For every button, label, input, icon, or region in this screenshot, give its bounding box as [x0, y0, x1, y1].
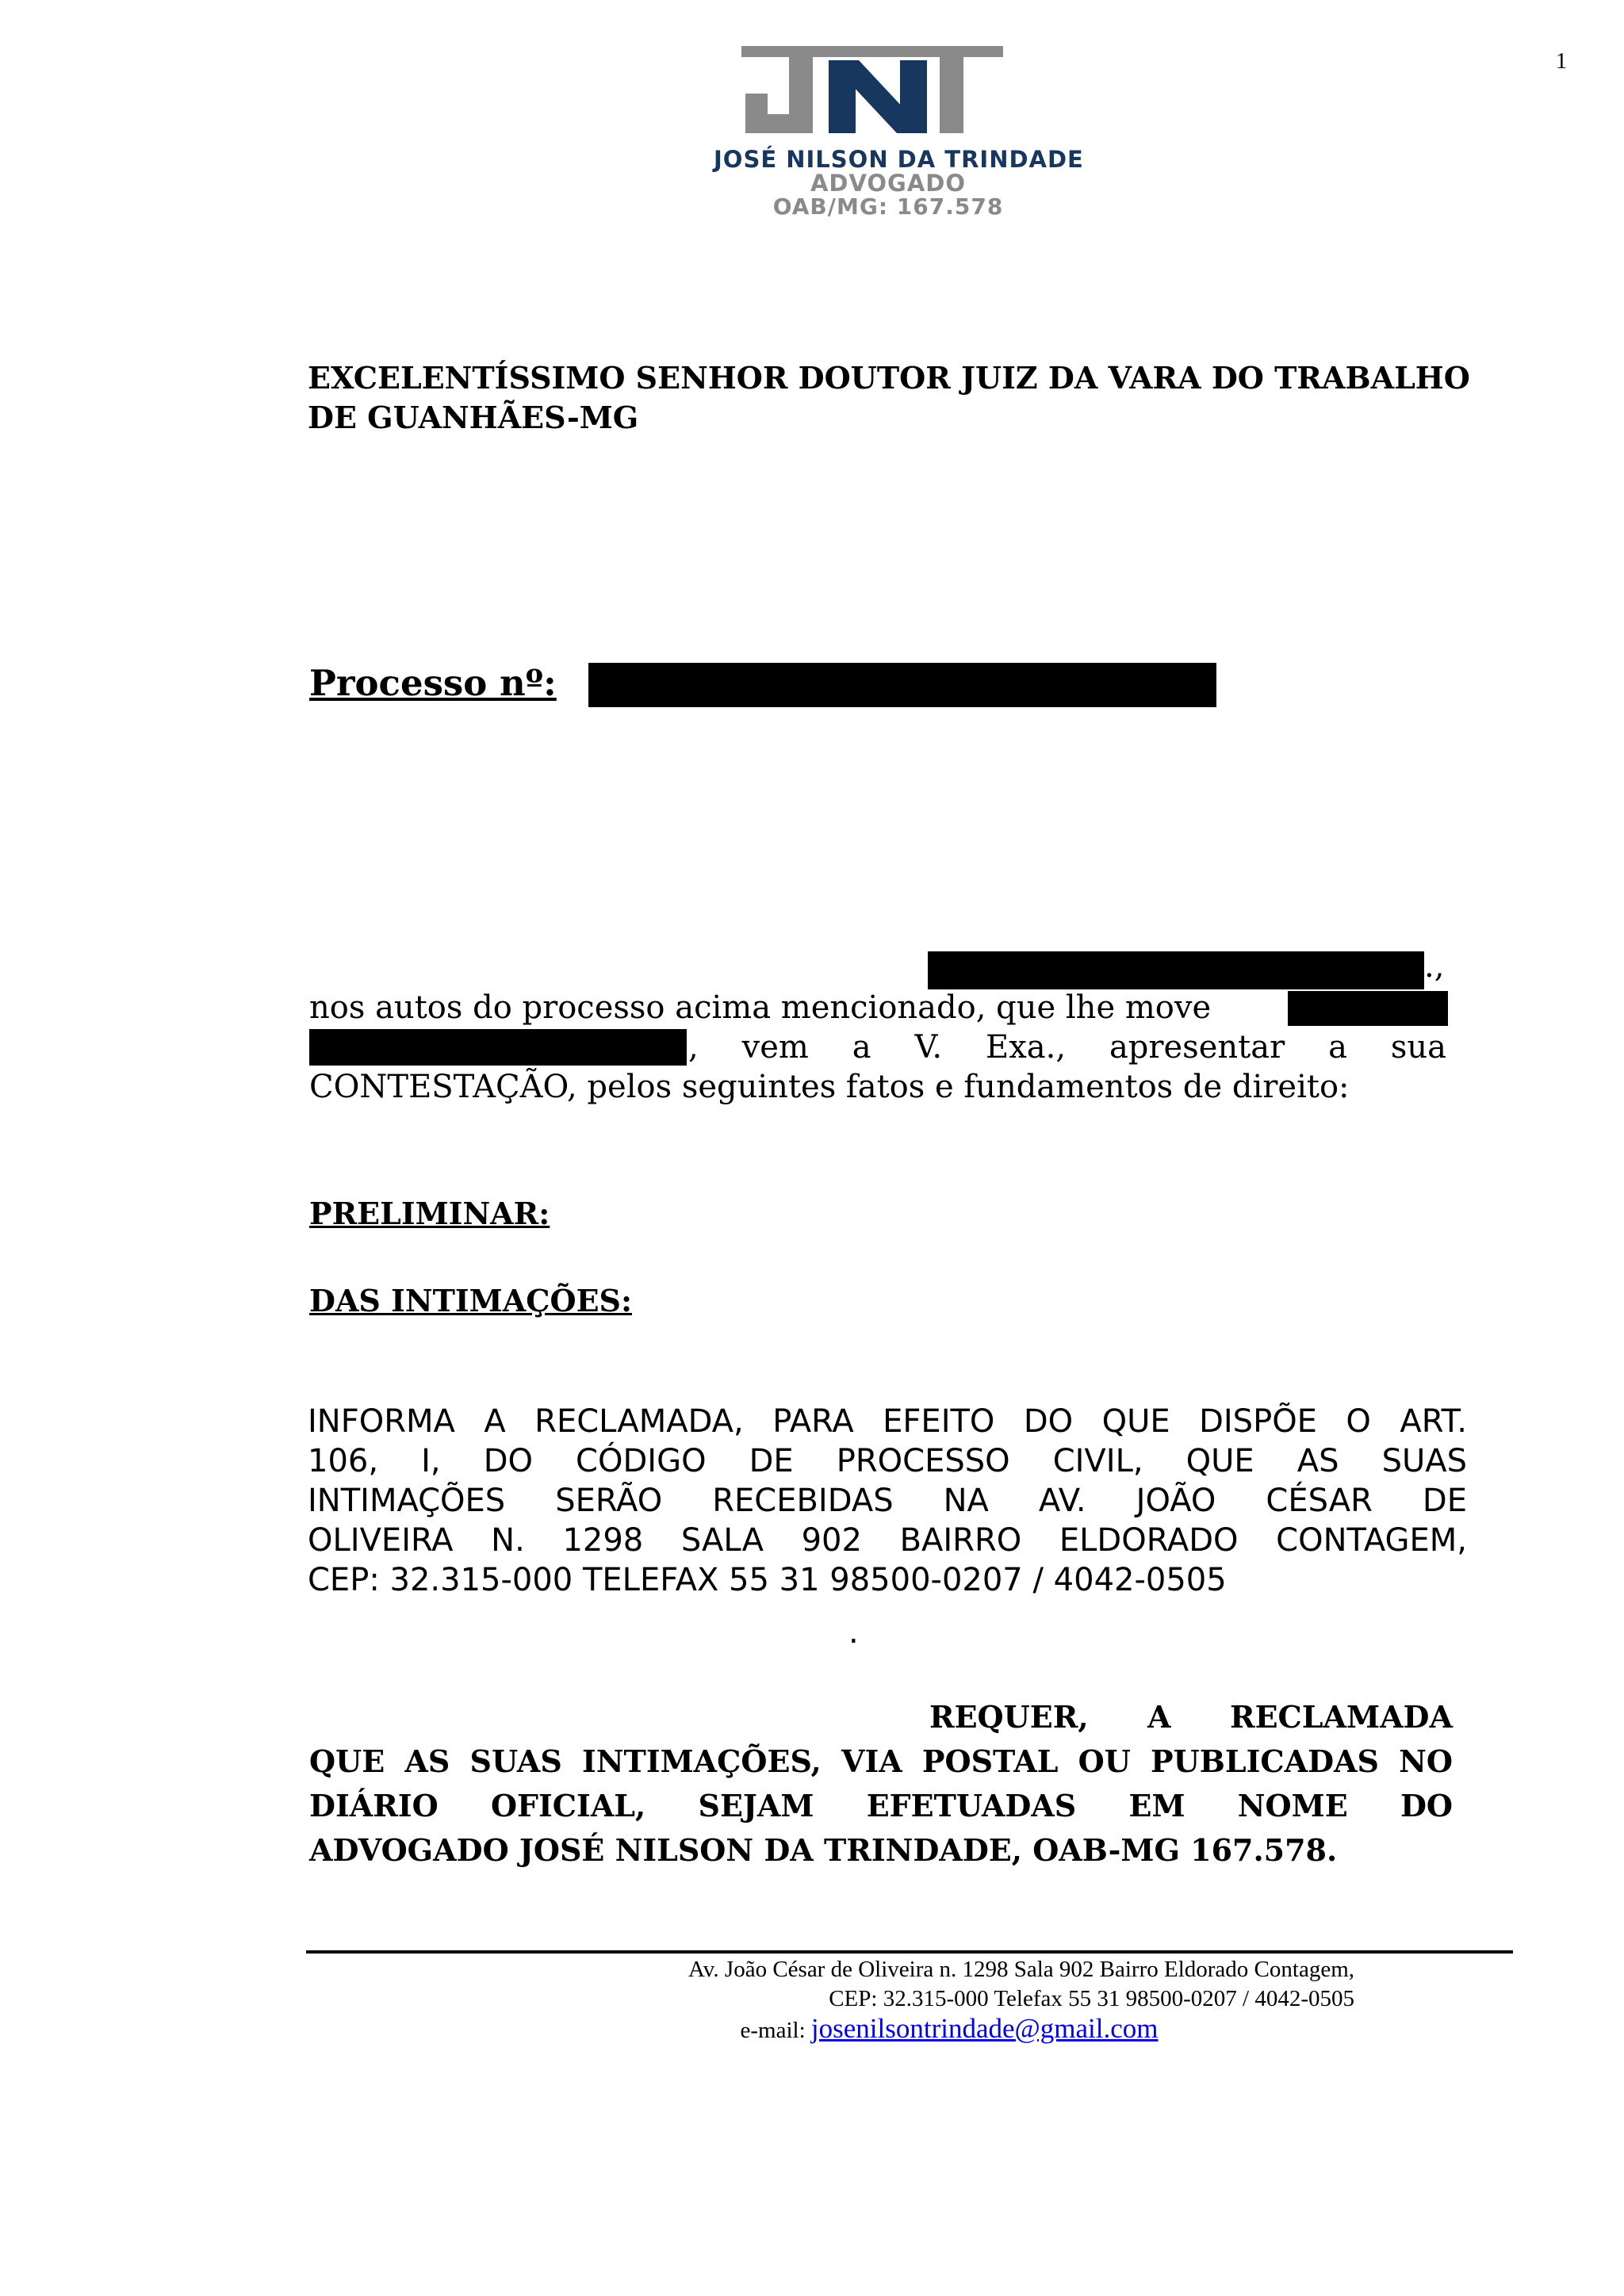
- process-number: [309, 660, 557, 707]
- request-line-4: ADVOGADO JOSÉ NILSON DA TRINDADE, OAB-MG 167.578.: [309, 1832, 1338, 1868]
- section-preliminar: PRELIMINAR:: [309, 1196, 550, 1231]
- info-line-1: INFORMA A RECLAMADA, PARA EFEITO DO QUE DISPÕE O ART.: [308, 1403, 1467, 1440]
- info-line-3: INTIMAÇÕES SERÃO RECEBIDAS NA AV. JOÃO CÉSAR DE: [308, 1483, 1467, 1519]
- law-firm-logo: [714, 46, 1084, 228]
- jnt-monogram-icon: [741, 46, 1003, 147]
- logo-oab-number: OAB/MG: 167.578: [772, 193, 1004, 220]
- process-number-label: Processo nº:: [309, 662, 557, 704]
- footer-email-label: e-mail:: [740, 2018, 806, 2043]
- intro-line-4-text: CONTESTAÇÃO, pelos seguintes fatos e fundamentos de direito:: [309, 1069, 1350, 1105]
- request-line-2: QUE AS SUAS INTIMAÇÕES, VIA POSTAL OU PUBLICADAS NO: [309, 1743, 1453, 1779]
- heading-line-2: DE GUANHÃES-MG: [308, 400, 639, 435]
- addressee-heading: [308, 358, 1481, 438]
- intro-line-2: [309, 988, 1285, 1027]
- info-line-4: OLIVEIRA N. 1298 SALA 902 BAIRRO ELDORADO CONTAGEM,: [308, 1522, 1467, 1559]
- intro-line-2-text: nos autos do processo acima mencionado, que lhe move: [309, 989, 1212, 1026]
- request-line-3: DIÁRIO OFICIAL, SEJAM EFETUADAS EM NOME DO: [309, 1788, 1453, 1823]
- intro-line-3: [688, 1027, 1446, 1067]
- request-paragraph: [309, 1695, 1453, 1873]
- intro-suffix-text: .,: [1424, 948, 1445, 985]
- footer-address: Av. João César de Oliveira n. 1298 Sala 902 Bairro Eldorado Contagem,: [688, 1957, 1354, 1982]
- stray-dot: .: [848, 1614, 859, 1651]
- footer-divider: [306, 1950, 1513, 1954]
- section-intimacoes: DAS INTIMAÇÕES:: [309, 1283, 632, 1318]
- intro-line-1-suffix: [1424, 947, 1472, 986]
- footer-contact: CEP: 32.315-000 Telefax 55 31 98500-0207 / 4042-0505: [829, 1986, 1354, 2011]
- process-number-redaction: [588, 663, 1216, 707]
- heading-line-1: EXCELENTÍSSIMO SENHOR DOUTOR JUIZ DA VARA DO TRABALHO: [308, 360, 1470, 396]
- intro-line-3-text: , vem a V. Exa., apresentar a sua: [688, 1029, 1446, 1066]
- intro-line-4: [309, 1067, 1451, 1107]
- page-number: 1: [1556, 49, 1567, 74]
- logo-lawyer-name: JOSÉ NILSON DA TRINDADE: [714, 146, 1084, 173]
- info-line-2: 106, I, DO CÓDIGO DE PROCESSO CIVIL, QUE AS SUAS: [308, 1443, 1467, 1479]
- logo-title: ADVOGADO: [810, 170, 967, 197]
- footer: [306, 1955, 1354, 2045]
- defendant-name-redaction: [928, 951, 1424, 989]
- notification-address-paragraph: [308, 1402, 1467, 1600]
- claimant-name-redaction-2: [309, 1029, 687, 1066]
- footer-email-line: [306, 2014, 1354, 2045]
- request-line-1: REQUER, A RECLAMADA: [929, 1699, 1453, 1735]
- claimant-name-redaction-1: [1288, 991, 1448, 1026]
- footer-email-link[interactable]: josenilsontrindade@gmail.com: [810, 2013, 1159, 2044]
- info-line-5: CEP: 32.315-000 TELEFAX 55 31 98500-0207 / 4042-0505: [308, 1562, 1227, 1598]
